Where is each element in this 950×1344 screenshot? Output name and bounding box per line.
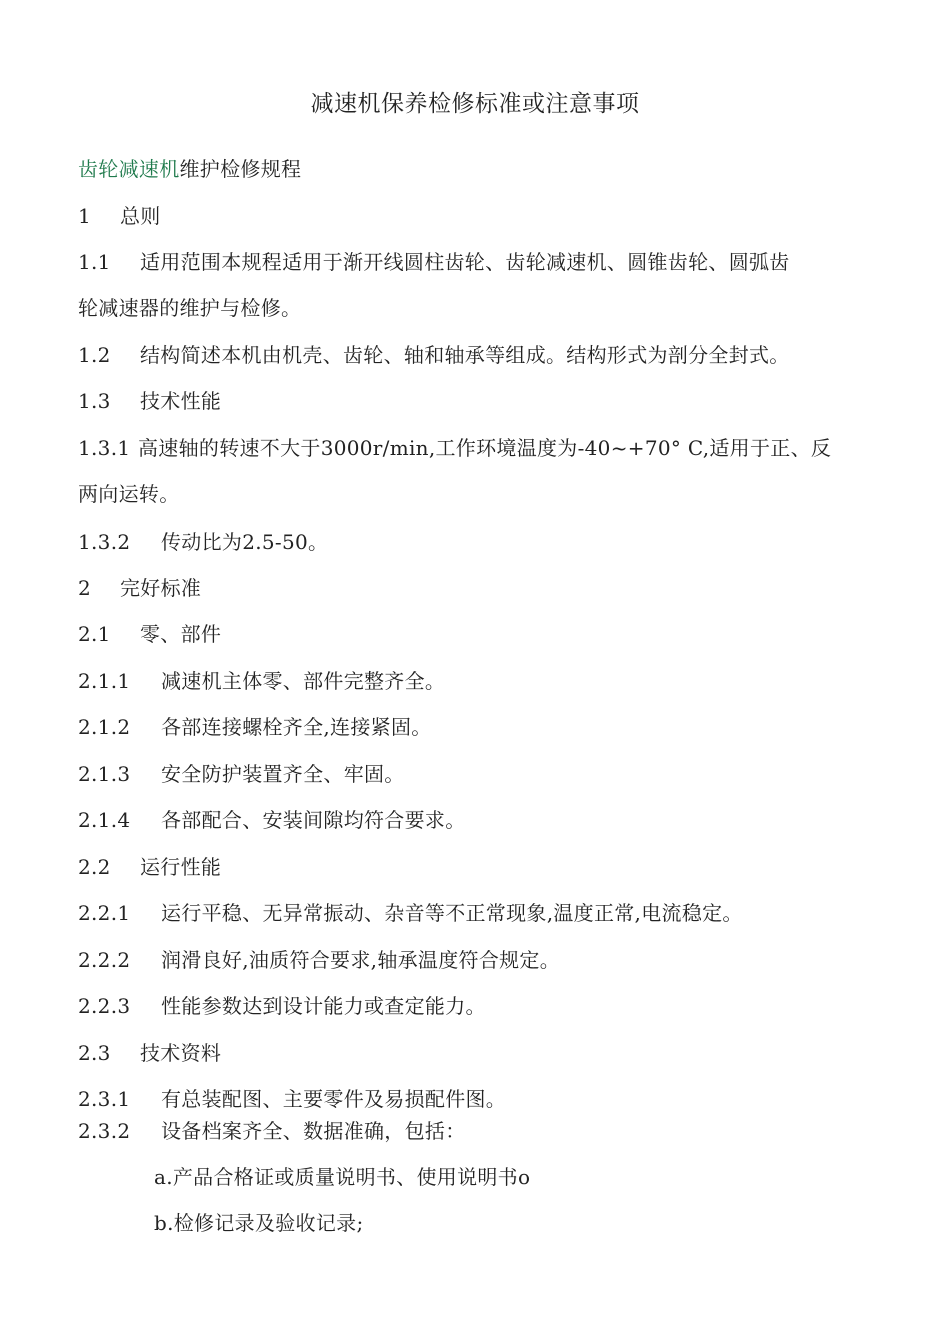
section-line <box>78 573 878 603</box>
section-line <box>78 805 878 835</box>
section-text: 总则 <box>120 204 161 228</box>
section-number: 2.1.4 <box>78 808 131 832</box>
section-number: 2.2.1 <box>78 901 131 925</box>
section-line <box>78 1084 878 1114</box>
section-line-continuation <box>78 479 878 509</box>
gear-reducer-link[interactable]: 齿轮减速机 <box>78 157 180 181</box>
section-text: 完好标准 <box>120 576 202 600</box>
section-text: 润滑良好,油质符合要求,轴承温度符合规定。 <box>161 948 561 972</box>
section-text: 传动比为2.5-50。 <box>161 530 329 554</box>
section-text: 有总装配图、主要零件及易损配件图。 <box>161 1087 507 1111</box>
section-line <box>78 619 878 649</box>
section-line <box>78 945 878 975</box>
section-line <box>78 898 878 928</box>
section-text: 运行性能 <box>140 855 222 879</box>
section-text: 安全防护装置齐全、牢固。 <box>161 762 405 786</box>
section-number: 1.3.2 <box>78 530 131 554</box>
section-number: 2.3.1 <box>78 1087 131 1111</box>
section-number: 2.2.2 <box>78 948 131 972</box>
section-text: 减速机主体零、部件完整齐全。 <box>161 669 446 693</box>
procedure-heading-rest: 维护检修规程 <box>179 157 302 181</box>
section-number: 2.1.1 <box>78 669 131 693</box>
section-number: 2 <box>78 576 92 600</box>
section-number: 2.1 <box>78 622 111 646</box>
section-number: 2.2 <box>78 855 111 879</box>
list-item: b.检修记录及验收记录; <box>154 1211 364 1235</box>
section-text: 高速轴的转速不大于3000r/min,工作环境温度为-40~+70° C,适用于正、反 <box>138 436 832 460</box>
section-text: 各部配合、安装间隙均符合要求。 <box>161 808 466 832</box>
section-line <box>78 1038 878 1068</box>
section-number: 2.2.3 <box>78 994 131 1018</box>
section-line <box>78 527 878 557</box>
section-line <box>78 666 878 696</box>
section-line <box>78 991 878 1021</box>
section-text: 零、部件 <box>140 622 222 646</box>
section-text: 轮减速器的维护与检修。 <box>78 296 302 320</box>
list-item: a.产品合格证或质量说明书、使用说明书o <box>154 1165 531 1189</box>
section-line <box>78 247 878 277</box>
section-line <box>78 433 878 463</box>
section-line <box>78 340 878 370</box>
section-text: 性能参数达到设计能力或查定能力。 <box>161 994 486 1018</box>
procedure-heading <box>78 154 878 184</box>
section-number: 2.1.3 <box>78 762 131 786</box>
section-number: 2.3 <box>78 1041 111 1065</box>
section-text: 技术资料 <box>140 1041 222 1065</box>
section-number: 1.1 <box>78 250 111 274</box>
section-number: 1.3 <box>78 389 111 413</box>
section-text: 适用范围本规程适用于渐开线圆柱齿轮、齿轮减速机、圆锥齿轮、圆弧齿 <box>140 250 790 274</box>
section-line <box>78 386 878 416</box>
section-number: 1 <box>78 204 92 228</box>
section-line <box>78 201 878 231</box>
section-line <box>78 712 878 742</box>
section-number: 1.3.1 <box>78 436 131 460</box>
section-text: 技术性能 <box>140 389 222 413</box>
section-number: 2.1.2 <box>78 715 131 739</box>
section-line-continuation <box>78 293 878 323</box>
document-title: 减速机保养检修标准或注意事项 <box>310 91 640 117</box>
section-line <box>78 852 878 882</box>
section-line <box>78 759 878 789</box>
section-text: 两向运转。 <box>78 482 180 506</box>
section-text: 运行平稳、无异常振动、杂音等不正常现象,温度正常,电流稳定。 <box>161 901 743 925</box>
section-text: 设备档案齐全、数据准确，包括： <box>161 1119 466 1143</box>
section-number: 2.3.2 <box>78 1119 131 1143</box>
section-line <box>78 1116 878 1146</box>
section-text: 结构简述本机由机壳、齿轮、轴和轴承等组成。结构形式为剖分全封式。 <box>140 343 790 367</box>
section-text: 各部连接螺栓齐全,连接紧固。 <box>161 715 432 739</box>
section-number: 1.2 <box>78 343 111 367</box>
